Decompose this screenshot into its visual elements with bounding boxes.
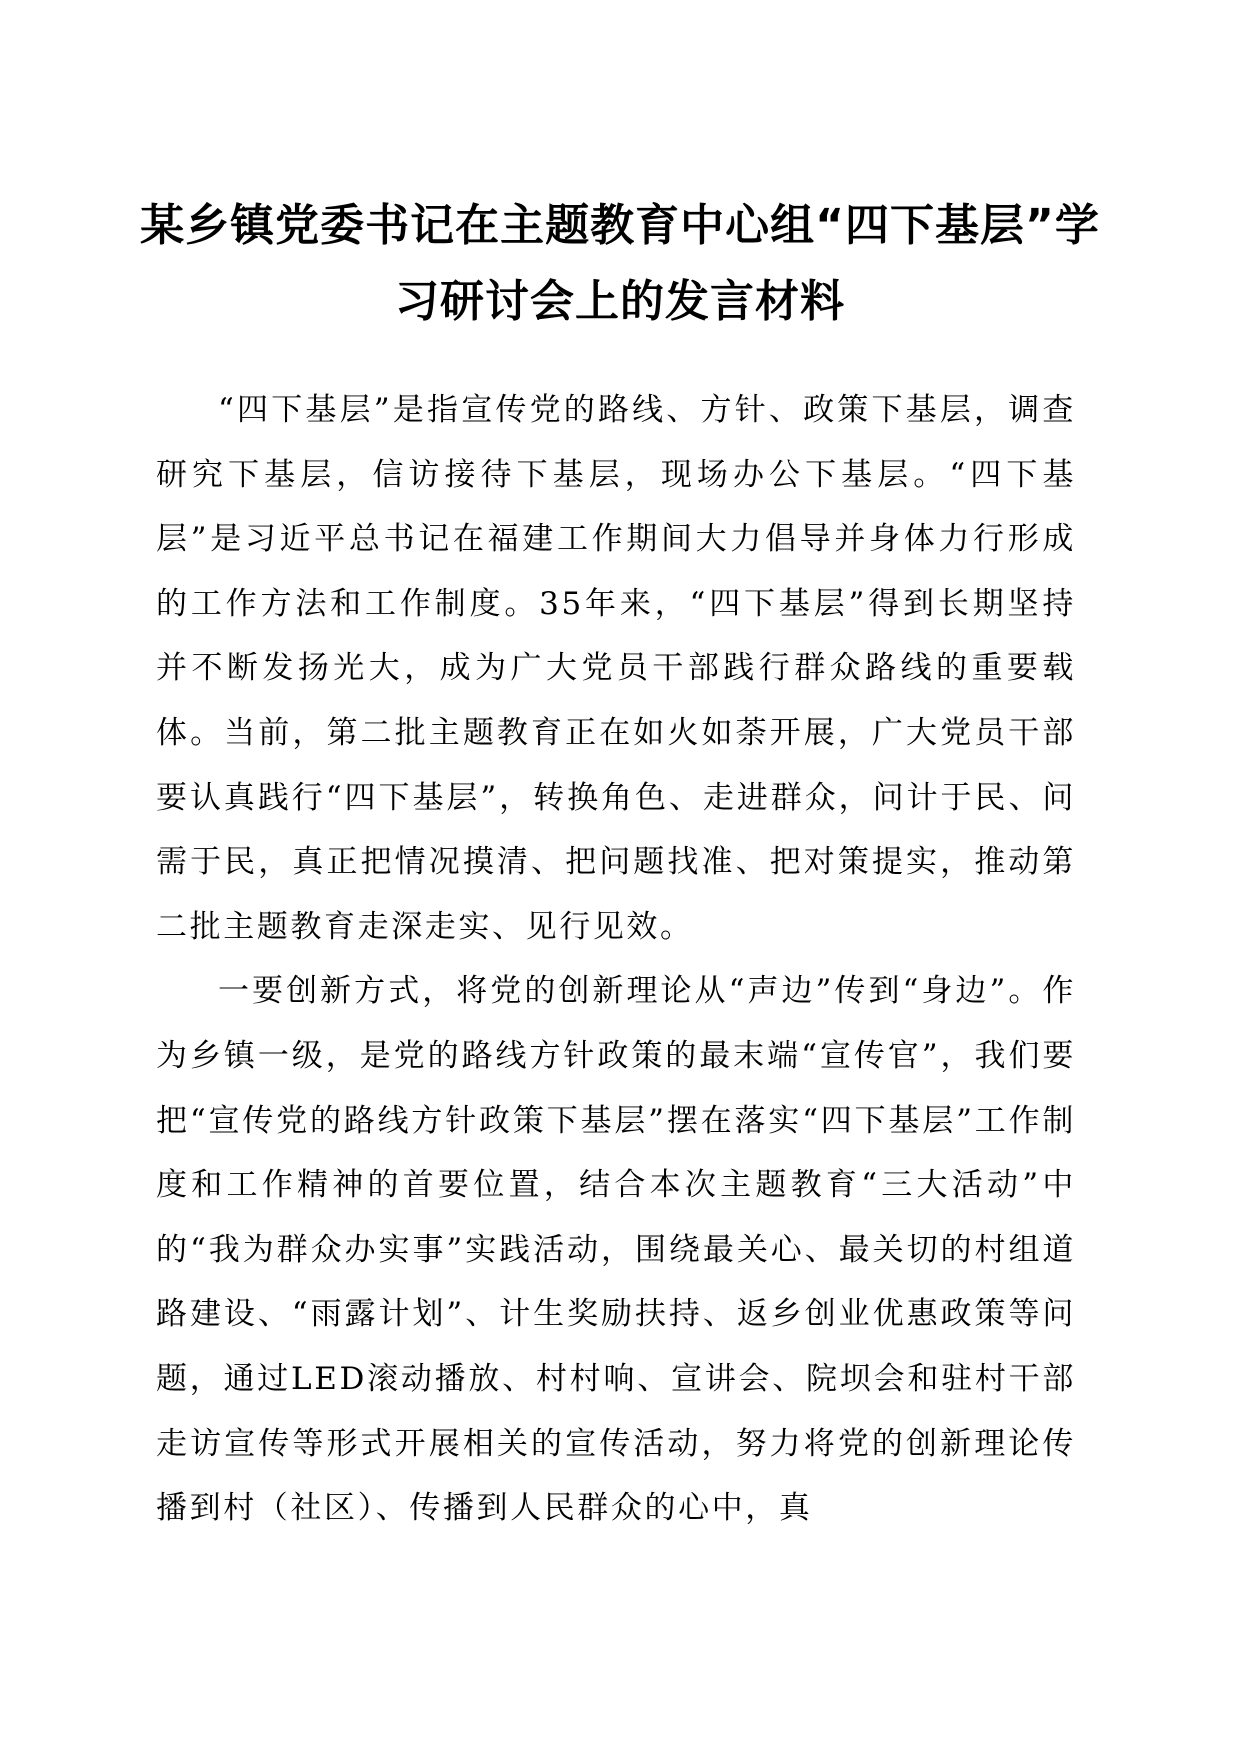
document-title: 某乡镇党委书记在主题教育中心组“四下基层”学习研讨会上的发言材料 [140,200,1100,327]
paragraph-point-one: 一要创新方式，将党的创新理论从“声边”传到“身边”。作为乡镇一级，是党的路线方针政策的最末端“宣传官”，我们要把“宣传党的路线方针政策下基层”摆在落实“四下基层”工作制度和工作精神的首要位置，结合本次主题教育“三大活动”中的“我为群众办实事”实践活动，围绕最关心、最关切的村组道路建设、“雨露计划”、计生奖励扶持、返乡创业优惠政策等问题，通过LED滚动播放、村村响、宣讲会、院坝会和驻村干部走访宣传等形式开展相关的宣传活动，努力将党的创新理论传播到村（社区）、传播到人民群众的心中，真 [156,973,1076,1527]
paragraph-intro: “四下基层”是指宣传党的路线、方针、政策下基层，调查研究下基层，信访接待下基层，现场办公下基层。“四下基层”是习近平总书记在福建工作期间大力倡导并身体力行形成的工作方法和工作制度。35年来，“四下基层”得到长期坚持并不断发扬光大，成为广大党员干部践行群众路线的重要载体。当前，第二批主题教育正在如火如荼开展，广大党员干部要认真践行“四下基层”，转换角色、走进群众，问计于民、问需于民，真正把情况摸清、把问题找准、把对策提实，推动第二批主题教育走深走实、见行见效。 [156,392,1076,945]
document-body [156,378,1076,1541]
